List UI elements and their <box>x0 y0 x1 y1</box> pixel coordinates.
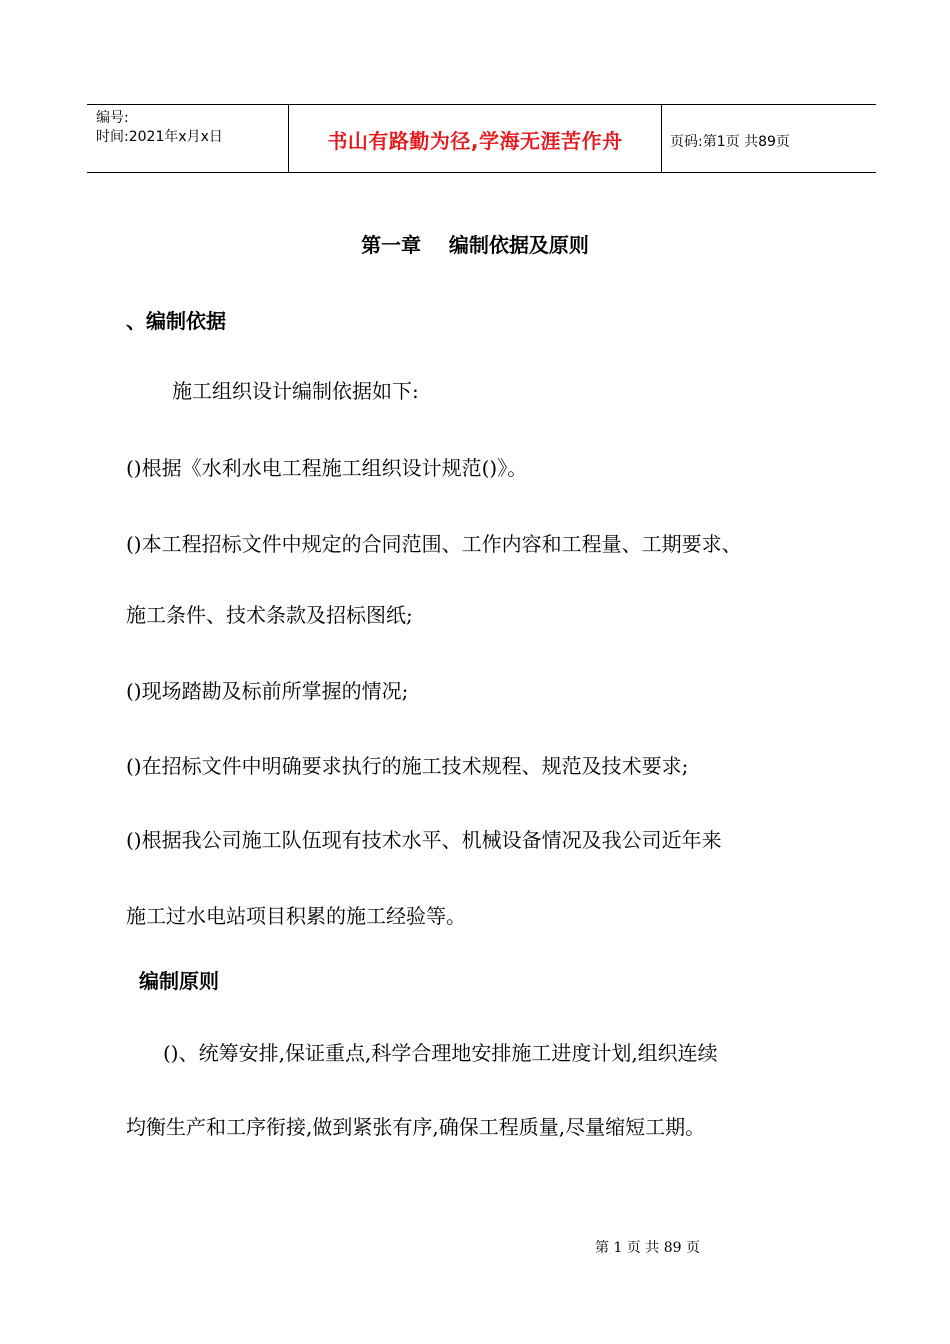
header-meta-cell <box>87 105 289 172</box>
paragraph-line: ()根据我公司施工队伍现有技术水平、机械设备情况及我公司近年来 <box>126 828 722 852</box>
page-header <box>87 104 876 173</box>
paragraph-line: ()、统筹安排,保证重点,科学合理地安排施工进度计划,组织连续 <box>163 1041 718 1065</box>
section-heading-basis: 、编制依据 <box>126 309 226 333</box>
header-motto: 书山有路勤为径,学海无涯苦作舟 <box>327 129 623 153</box>
paragraph-line: 均衡生产和工序衔接,做到紧张有序,确保工程质量,尽量缩短工期。 <box>126 1115 706 1139</box>
paragraph-line: 施工过水电站项目积累的施工经验等。 <box>126 904 466 928</box>
chapter-title: 第一章 编制依据及原则 <box>361 233 589 257</box>
header-page-cell <box>662 105 876 172</box>
paragraph-line: ()本工程招标文件中规定的合同范围、工作内容和工程量、工期要求、 <box>126 532 742 556</box>
document-number-label: 编号: <box>96 110 129 126</box>
section-heading-principle: 编制原则 <box>139 969 219 993</box>
paragraph-line: 施工条件、技术条款及招标图纸; <box>126 603 413 627</box>
paragraph-line: ()现场踏勘及标前所掌握的情况; <box>126 679 409 703</box>
document-time-label: 时间:2021年x月x日 <box>96 129 223 145</box>
paragraph-line: ()根据《水利水电工程施工组织设计规范()》。 <box>126 456 528 480</box>
page-footer: 第 1 页 共 89 页 <box>595 1240 700 1256</box>
paragraph-intro: 施工组织设计编制依据如下: <box>172 379 419 403</box>
header-page-number: 页码:第1页 共89页 <box>670 134 790 150</box>
paragraph-line: ()在招标文件中明确要求执行的施工技术规程、规范及技术要求; <box>126 754 689 778</box>
header-motto-cell <box>289 105 662 172</box>
